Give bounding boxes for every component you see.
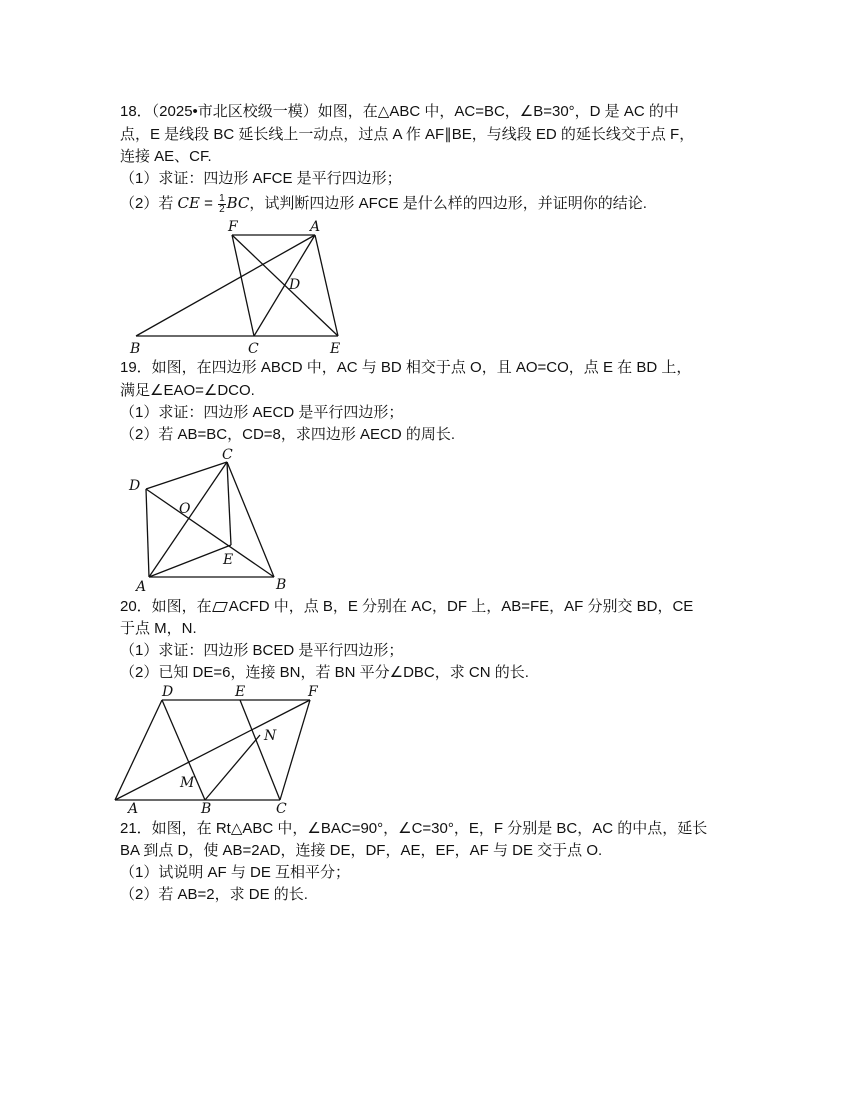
q18-label-d: D	[289, 277, 301, 293]
q20-label-n: N	[264, 728, 277, 744]
q19-label-o: O	[179, 501, 191, 517]
q18-part2-suffix: ，试判断四边形 AFCE 是什么样的四边形，并证明你的结论.	[249, 195, 647, 212]
q20-part1: （1）求证：四边形 BCED 是平行四边形；	[120, 642, 404, 659]
q18-label-a: A	[310, 219, 321, 235]
q20-segment-cf	[280, 700, 310, 800]
q18-part1: （1）求证：四边形 AFCE 是平行四边形；	[120, 170, 402, 187]
q19-stem-line2: 满足∠EAO=∠DCO.	[120, 382, 255, 399]
q18-fraction-denominator: 2	[219, 203, 225, 215]
q19-label-d: D	[129, 478, 141, 494]
q18-part2-prefix: （2）若	[120, 195, 178, 212]
q20-label-e: E	[235, 684, 246, 700]
q18-math-bc: BC	[226, 194, 250, 212]
q21-part1: （1）试说明 AF 与 DE 互相平分；	[120, 864, 351, 881]
q21-stem-line2: BA 到点 D，使 AB=2AD，连接 DE，DF，AE，EF，AF 与 DE 交于点 O.	[120, 842, 603, 859]
q18-math-equals: =	[199, 195, 218, 212]
q18-stem-line2: 点，E 是线段 BC 延长线上一动点，过点 A 作 AF∥BE，与线段 ED 的延长线交于点 F，	[120, 126, 695, 143]
q19-label-e: E	[223, 552, 234, 568]
q20-stem-prefix: 20．如图，在	[120, 598, 212, 615]
q18-label-e: E	[330, 341, 341, 357]
q20-stem-suffix: ACFD 中，点 B，E 分别在 AC，DF 上，AB=FE，AF 分别交 BD，CE	[228, 598, 694, 615]
q18-stem-line1: 18．（2025•市北区校级一模）如图，在△ABC 中，AC=BC，∠B=30°，D 是 AC 的中	[120, 103, 679, 120]
q20-segment-af	[115, 700, 310, 800]
q19-part1: （1）求证：四边形 AECD 是平行四边形；	[120, 404, 404, 421]
q20-stem-line2: 于点 M，N.	[120, 620, 197, 637]
q20-label-f: F	[308, 684, 318, 700]
q18-label-b: B	[130, 341, 141, 357]
q20-segment-bn	[205, 735, 260, 800]
q20-label-d: D	[162, 684, 174, 700]
q18-fraction-numerator: 1	[219, 192, 225, 204]
q20-label-m: M	[180, 775, 195, 791]
q19-label-b: B	[276, 577, 287, 593]
q20-part2: （2）已知 DE=6，连接 BN，若 BN 平分∠DBC，求 CN 的长.	[120, 664, 529, 681]
q19-label-a: A	[136, 579, 147, 595]
q18-math-ce: CE	[177, 194, 200, 212]
q18-label-f: F	[228, 219, 238, 235]
q20-label-c: C	[276, 801, 287, 817]
q20-label-b: B	[201, 801, 212, 817]
q20-label-a: A	[128, 801, 139, 817]
q20-segment-ec	[240, 700, 280, 800]
q21-stem-line1: 21．如图，在 Rt△ABC 中，∠BAC=90°，∠C=30°，E，F 分别是 BC，AC 的中点，延长	[120, 820, 708, 837]
q18-label-c: C	[248, 341, 259, 357]
q19-stem-line1: 19．如图，在四边形 ABCD 中，AC 与 BD 相交于点 O，且 AO=CO，点 E 在 BD 上，	[120, 359, 692, 376]
q21-part2: （2）若 AB=2，求 DE 的长.	[120, 886, 308, 903]
q18-stem-line3: 连接 AE、CF.	[120, 148, 212, 165]
q20-segment-ad	[115, 700, 162, 800]
q19-label-c: C	[222, 447, 233, 463]
q19-part2: （2）若 AB=BC，CD=8，求四边形 AECD 的周长.	[120, 426, 456, 443]
